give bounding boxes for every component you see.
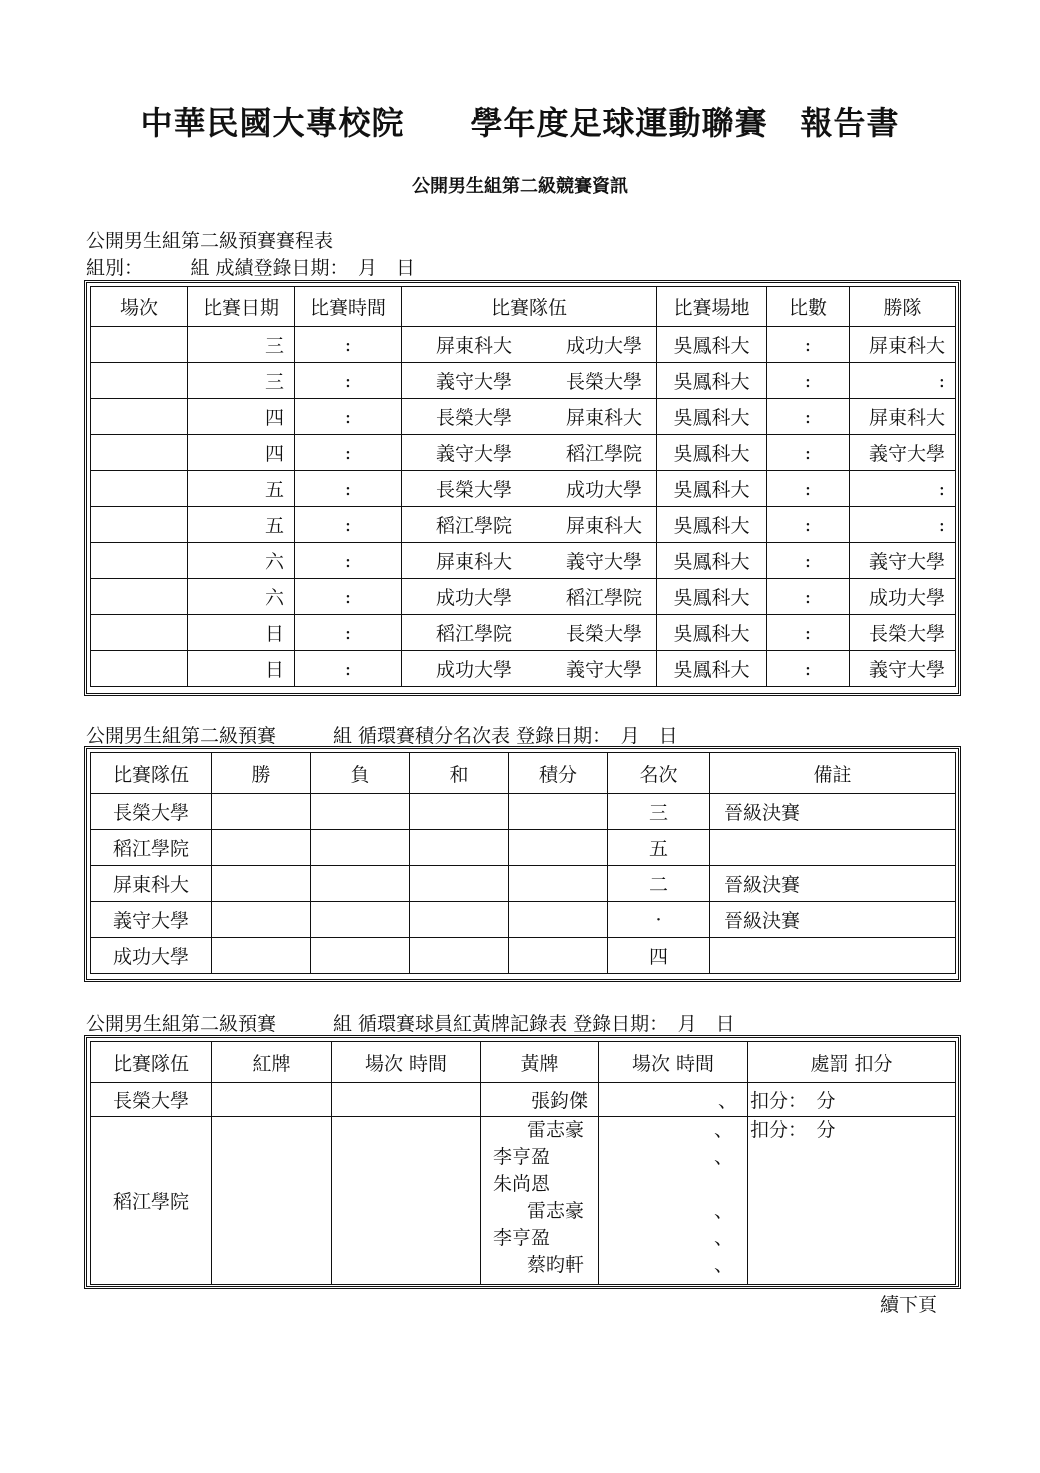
header-points: 積分 bbox=[509, 753, 608, 794]
match-no-cell bbox=[91, 327, 188, 363]
team-cell: 長榮大學 bbox=[91, 1083, 212, 1117]
teams-cell bbox=[402, 399, 657, 435]
winner-cell: 義守大學 bbox=[850, 543, 956, 579]
yellow-player-list bbox=[481, 1117, 599, 1285]
cards-table bbox=[90, 1041, 956, 1285]
winner-cell: : bbox=[850, 363, 956, 399]
notes-cell bbox=[710, 830, 956, 866]
teams-cell bbox=[402, 543, 657, 579]
match-no-cell bbox=[91, 651, 188, 687]
time-cell: : bbox=[295, 327, 402, 363]
table-row bbox=[91, 830, 956, 866]
match-no-cell bbox=[91, 435, 188, 471]
team-b: 長榮大學 bbox=[565, 371, 642, 393]
time-cell: : bbox=[295, 399, 402, 435]
team-a: 屏東科大 bbox=[436, 551, 513, 573]
venue-cell: 吳鳳科大 bbox=[657, 651, 767, 687]
losses-cell bbox=[311, 830, 410, 866]
table-row bbox=[91, 507, 956, 543]
score-cell: : bbox=[767, 399, 850, 435]
venue-cell: 吳鳳科大 bbox=[657, 543, 767, 579]
time-cell: : bbox=[295, 435, 402, 471]
match-no-cell bbox=[91, 399, 188, 435]
table-row bbox=[91, 363, 956, 399]
winner-cell: 義守大學 bbox=[850, 651, 956, 687]
teams-cell bbox=[402, 651, 657, 687]
list-item: 、 bbox=[713, 1146, 733, 1168]
teams-cell bbox=[402, 327, 657, 363]
red-card-cell bbox=[212, 1117, 332, 1285]
venue-cell: 吳鳳科大 bbox=[657, 615, 767, 651]
draws-cell bbox=[410, 794, 509, 830]
standings-caption: 公開男生組第二級預賽 組 循環賽積分名次表 登錄日期： 月 日 bbox=[86, 725, 678, 747]
draws-cell bbox=[410, 830, 509, 866]
schedule-header-row bbox=[91, 287, 956, 327]
match-no-cell bbox=[91, 507, 188, 543]
rank-cell: 三 bbox=[608, 794, 710, 830]
standings-table bbox=[90, 752, 956, 974]
date-cell: 六 bbox=[188, 543, 295, 579]
winner-cell: 屏東科大 bbox=[850, 327, 956, 363]
team-a: 義守大學 bbox=[436, 371, 513, 393]
points-cell bbox=[509, 938, 608, 974]
venue-cell: 吳鳳科大 bbox=[657, 399, 767, 435]
winner-cell: : bbox=[850, 507, 956, 543]
date-cell: 三 bbox=[188, 363, 295, 399]
draws-cell bbox=[410, 938, 509, 974]
score-cell: : bbox=[767, 543, 850, 579]
table-row bbox=[91, 651, 956, 687]
team-cell: 稻江學院 bbox=[91, 1117, 212, 1285]
yellow-match-time-list bbox=[599, 1117, 748, 1285]
match-no-cell bbox=[91, 579, 188, 615]
yellow-match-time-cell: 、 bbox=[599, 1083, 748, 1117]
winner-cell: 成功大學 bbox=[850, 579, 956, 615]
points-cell bbox=[509, 866, 608, 902]
points-cell bbox=[509, 902, 608, 938]
venue-cell: 吳鳳科大 bbox=[657, 507, 767, 543]
match-no-cell bbox=[91, 615, 188, 651]
notes-cell: 晉級決賽 bbox=[710, 866, 956, 902]
match-no-cell bbox=[91, 543, 188, 579]
list-item: 朱尚恩 bbox=[493, 1173, 551, 1195]
team-cell: 成功大學 bbox=[91, 938, 212, 974]
notes-cell: 晉級決賽 bbox=[710, 794, 956, 830]
date-cell: 日 bbox=[188, 651, 295, 687]
score-cell: : bbox=[767, 327, 850, 363]
team-cell: 義守大學 bbox=[91, 902, 212, 938]
team-a: 稻江學院 bbox=[436, 515, 513, 537]
table-row bbox=[91, 902, 956, 938]
rank-cell: 五 bbox=[608, 830, 710, 866]
header-match-no: 場次 bbox=[91, 287, 188, 327]
time-cell: : bbox=[295, 651, 402, 687]
list-item: 雷志豪 bbox=[526, 1119, 584, 1141]
score-cell: : bbox=[767, 507, 850, 543]
winner-cell: 屏東科大 bbox=[850, 399, 956, 435]
losses-cell bbox=[311, 794, 410, 830]
table-row bbox=[91, 1117, 956, 1285]
time-cell: : bbox=[295, 507, 402, 543]
points-cell bbox=[509, 794, 608, 830]
winner-cell: : bbox=[850, 471, 956, 507]
standings-header-row bbox=[91, 753, 956, 794]
list-item: 李亨盈 bbox=[493, 1146, 551, 1168]
team-a: 成功大學 bbox=[436, 659, 513, 681]
table-row bbox=[91, 399, 956, 435]
header-date: 比賽日期 bbox=[188, 287, 295, 327]
header-team: 比賽隊伍 bbox=[91, 753, 212, 794]
teams-cell bbox=[402, 579, 657, 615]
header-time: 比賽時間 bbox=[295, 287, 402, 327]
time-cell: : bbox=[295, 363, 402, 399]
penalty-cell: 扣分： 分 bbox=[748, 1083, 956, 1117]
teams-cell bbox=[402, 471, 657, 507]
venue-cell: 吳鳳科大 bbox=[657, 363, 767, 399]
teams-cell bbox=[402, 615, 657, 651]
list-item: 、 bbox=[713, 1119, 733, 1141]
team-b: 義守大學 bbox=[565, 659, 642, 681]
match-no-cell bbox=[91, 363, 188, 399]
table-row bbox=[91, 938, 956, 974]
list-item: 李亨盈 bbox=[493, 1227, 551, 1249]
rank-cell: · bbox=[608, 902, 710, 938]
team-cell: 長榮大學 bbox=[91, 794, 212, 830]
table-row bbox=[91, 1083, 956, 1117]
list-item: 雷志豪 bbox=[526, 1200, 584, 1222]
red-match-time-cell bbox=[332, 1083, 481, 1117]
header-draws: 和 bbox=[410, 753, 509, 794]
time-cell: : bbox=[295, 471, 402, 507]
report-title: 中華民國大專校院 學年度足球運動聯賽 報告書 bbox=[140, 104, 900, 142]
date-cell: 四 bbox=[188, 399, 295, 435]
team-a: 義守大學 bbox=[436, 443, 513, 465]
team-a: 長榮大學 bbox=[436, 479, 513, 501]
score-cell: : bbox=[767, 651, 850, 687]
header-winner: 勝隊 bbox=[850, 287, 956, 327]
team-a: 屏東科大 bbox=[436, 335, 513, 357]
losses-cell bbox=[311, 866, 410, 902]
team-b: 稻江學院 bbox=[565, 587, 642, 609]
header-red-card: 紅牌 bbox=[212, 1042, 332, 1083]
date-cell: 三 bbox=[188, 327, 295, 363]
header-wins: 勝 bbox=[212, 753, 311, 794]
draws-cell bbox=[410, 902, 509, 938]
table-row bbox=[91, 471, 956, 507]
continued-next-page: 續下頁 bbox=[880, 1294, 938, 1316]
wins-cell bbox=[212, 902, 311, 938]
team-b: 稻江學院 bbox=[565, 443, 642, 465]
venue-cell: 吳鳳科大 bbox=[657, 327, 767, 363]
teams-cell bbox=[402, 435, 657, 471]
list-item bbox=[599, 1171, 733, 1198]
team-b: 屏東科大 bbox=[565, 407, 642, 429]
date-cell: 六 bbox=[188, 579, 295, 615]
header-losses: 負 bbox=[311, 753, 410, 794]
cards-caption: 公開男生組第二級預賽 組 循環賽球員紅黃牌記錄表 登錄日期： 月 日 bbox=[86, 1013, 735, 1035]
score-cell: : bbox=[767, 363, 850, 399]
wins-cell bbox=[212, 830, 311, 866]
notes-cell bbox=[710, 938, 956, 974]
table-row bbox=[91, 543, 956, 579]
header-yellow-card: 黃牌 bbox=[481, 1042, 599, 1083]
header-red-match-time: 場次 時間 bbox=[332, 1042, 481, 1083]
team-b: 長榮大學 bbox=[565, 623, 642, 645]
team-b: 屏東科大 bbox=[565, 515, 642, 537]
time-cell: : bbox=[295, 579, 402, 615]
score-cell: : bbox=[767, 435, 850, 471]
teams-cell bbox=[402, 363, 657, 399]
rank-cell: 四 bbox=[608, 938, 710, 974]
time-cell: : bbox=[295, 543, 402, 579]
report-subtitle: 公開男生組第二級競賽資訊 bbox=[412, 176, 628, 197]
team-a: 長榮大學 bbox=[436, 407, 513, 429]
team-cell: 屏東科大 bbox=[91, 866, 212, 902]
schedule-caption: 公開男生組第二級預賽賽程表 bbox=[86, 230, 334, 252]
teams-cell bbox=[402, 507, 657, 543]
penalty-cell: 扣分： 分 bbox=[748, 1117, 956, 1285]
score-cell: : bbox=[767, 471, 850, 507]
score-cell: : bbox=[767, 579, 850, 615]
time-cell: : bbox=[295, 615, 402, 651]
header-team: 比賽隊伍 bbox=[91, 1042, 212, 1083]
table-row bbox=[91, 615, 956, 651]
table-row bbox=[91, 327, 956, 363]
header-rank: 名次 bbox=[608, 753, 710, 794]
rank-cell: 二 bbox=[608, 866, 710, 902]
header-teams: 比賽隊伍 bbox=[402, 287, 657, 327]
schedule-table bbox=[90, 286, 956, 687]
team-b: 義守大學 bbox=[565, 551, 642, 573]
losses-cell bbox=[311, 902, 410, 938]
list-item: 蔡昀軒 bbox=[526, 1254, 584, 1276]
winner-cell: 長榮大學 bbox=[850, 615, 956, 651]
match-no-cell bbox=[91, 471, 188, 507]
red-card-cell bbox=[212, 1083, 332, 1117]
list-item: 、 bbox=[713, 1200, 733, 1222]
team-b: 成功大學 bbox=[565, 479, 642, 501]
header-score: 比數 bbox=[767, 287, 850, 327]
table-row bbox=[91, 435, 956, 471]
team-b: 成功大學 bbox=[565, 335, 642, 357]
draws-cell bbox=[410, 866, 509, 902]
header-yellow-match-time: 場次 時間 bbox=[599, 1042, 748, 1083]
list-item: 、 bbox=[713, 1254, 733, 1276]
table-row bbox=[91, 579, 956, 615]
venue-cell: 吳鳳科大 bbox=[657, 471, 767, 507]
date-cell: 日 bbox=[188, 615, 295, 651]
cards-header-row bbox=[91, 1042, 956, 1083]
wins-cell bbox=[212, 794, 311, 830]
schedule-subcaption: 組別： 組 成績登錄日期： 月 日 bbox=[86, 257, 416, 279]
header-penalty: 處罰 扣分 bbox=[748, 1042, 956, 1083]
losses-cell bbox=[311, 938, 410, 974]
venue-cell: 吳鳳科大 bbox=[657, 579, 767, 615]
header-notes: 備註 bbox=[710, 753, 956, 794]
score-cell: : bbox=[767, 615, 850, 651]
notes-cell: 晉級決賽 bbox=[710, 902, 956, 938]
red-match-time-cell bbox=[332, 1117, 481, 1285]
venue-cell: 吳鳳科大 bbox=[657, 435, 767, 471]
list-item: 、 bbox=[713, 1227, 733, 1249]
yellow-player-cell: 張鈞傑 bbox=[481, 1083, 599, 1117]
wins-cell bbox=[212, 938, 311, 974]
points-cell bbox=[509, 830, 608, 866]
team-a: 成功大學 bbox=[436, 587, 513, 609]
date-cell: 四 bbox=[188, 435, 295, 471]
date-cell: 五 bbox=[188, 507, 295, 543]
table-row bbox=[91, 794, 956, 830]
header-venue: 比賽場地 bbox=[657, 287, 767, 327]
winner-cell: 義守大學 bbox=[850, 435, 956, 471]
team-cell: 稻江學院 bbox=[91, 830, 212, 866]
table-row bbox=[91, 866, 956, 902]
team-a: 稻江學院 bbox=[436, 623, 513, 645]
date-cell: 五 bbox=[188, 471, 295, 507]
wins-cell bbox=[212, 866, 311, 902]
